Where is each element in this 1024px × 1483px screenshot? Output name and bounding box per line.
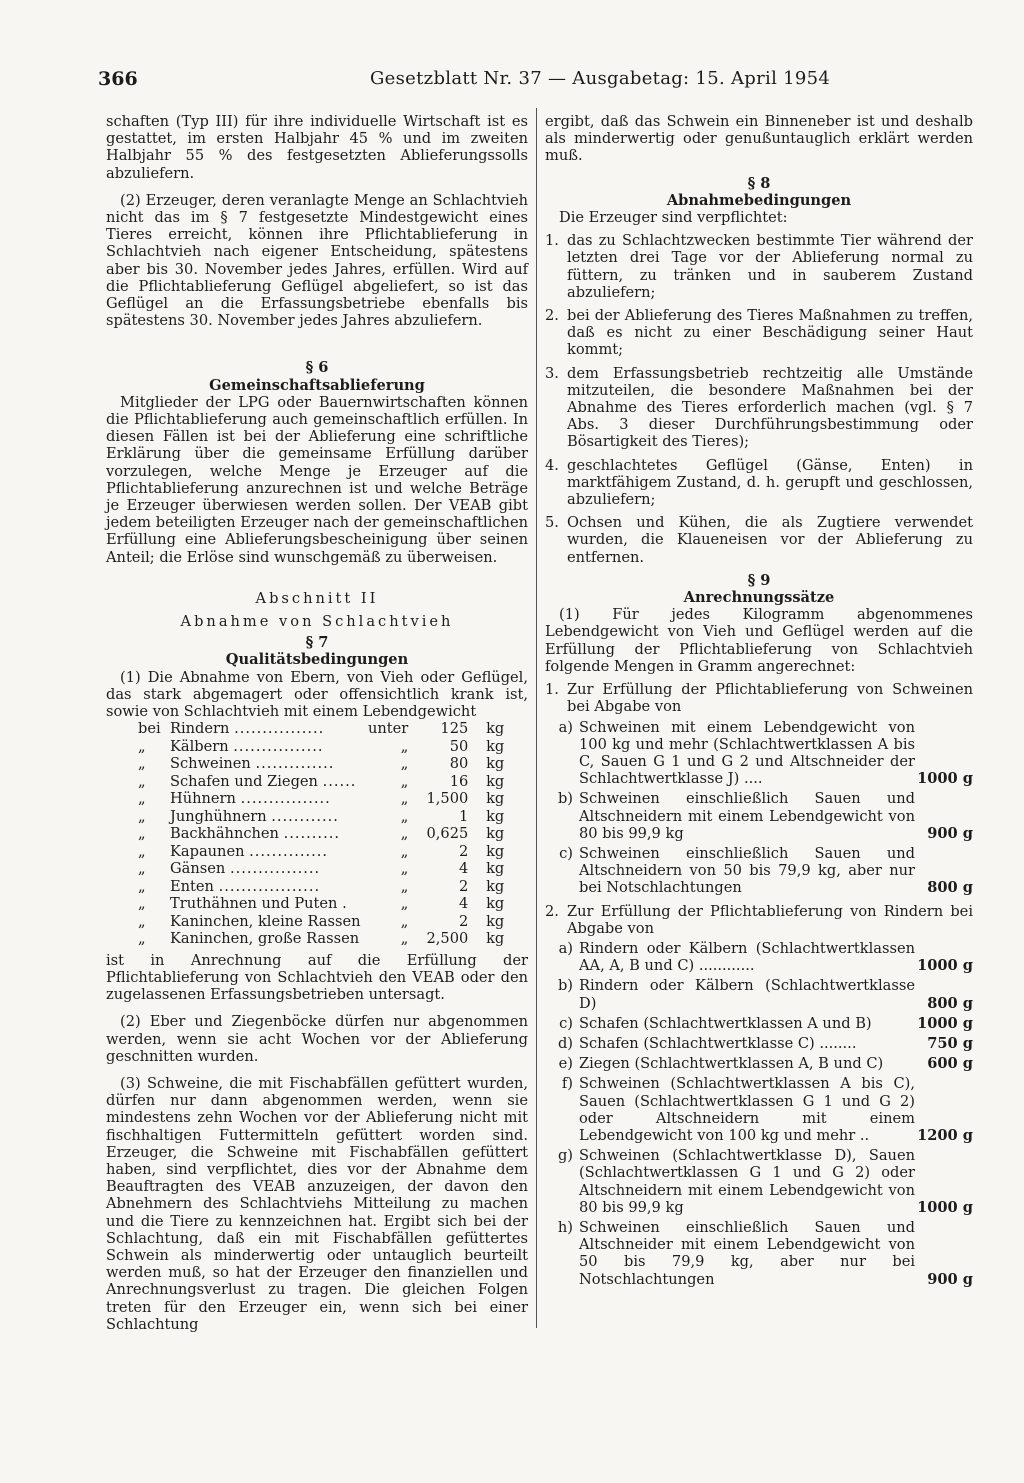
rate-row: [545, 977, 973, 1011]
rate-row: [545, 719, 973, 788]
rates-group-pigs: [545, 681, 973, 896]
table-row: [138, 930, 504, 948]
ditto-mark: bei: [138, 720, 161, 738]
rate-letter: f): [561, 1075, 573, 1093]
list-item: [545, 457, 973, 509]
table-row: [138, 825, 504, 843]
ditto-mark: „: [138, 877, 146, 895]
list-number: 5.: [545, 514, 559, 532]
paragraph: (1) Die Abnahme von Ebern, von Vieh oder Geflügel, das stark abgemagert oder offensichtlich krank ist, sowie von Schlachtvieh mit einem Lebendgewicht: [106, 668, 528, 721]
weight-unit: kg: [486, 860, 505, 878]
weight-unit: kg: [486, 877, 505, 895]
rate-text: Schweinen einschließlich Sauen und Altschneider mit einem Lebendgewicht von 50 bis 79,9 kg, aber nur bei Notschlachtungen: [579, 1218, 915, 1288]
list-item: [545, 307, 973, 359]
list-text: Ochsen und Kühen, die als Zugtiere verwendet wurden, die Klaueneisen vor der Ablieferung zu entfernen.: [567, 514, 973, 566]
qualifier: „: [400, 737, 409, 755]
rate-letter: b): [557, 790, 573, 808]
table-row: [138, 755, 504, 773]
ditto-mark: „: [138, 737, 146, 755]
qualifier: „: [400, 772, 409, 790]
list-number: 1.: [545, 681, 559, 699]
weight-unit: kg: [486, 825, 505, 843]
rate-text: Schweinen mit einem Lebendgewicht von 100 kg und mehr (Schlachtwertklassen A bis C, Sauen G 1 und G 2 und Altschneider der Schlachtwertklasse J) ....: [579, 718, 915, 788]
list-number: 1.: [545, 232, 559, 250]
qualifier: „: [400, 825, 409, 843]
gazette-title: Gesetzblatt Nr. 37 — Ausgabetag: 15. April 1954: [370, 68, 831, 89]
paragraph: ist in Anrechnung auf die Erfüllung der Pflichtablieferung von Schlachtvieh den VEAB oder den zugelassenen Erfassungsbetrieben untersagt.: [106, 951, 528, 1004]
ditto-mark: „: [138, 895, 146, 913]
paragraph: (2) Eber und Ziegenböcke dürfen nur abgenommen werden, wenn sie acht Wochen vor der Ablieferung geschnitten wurden.: [106, 1013, 528, 1065]
list-number: 4.: [545, 456, 559, 474]
leader-dots: ..............: [255, 755, 335, 773]
animal-name: [170, 895, 368, 913]
list-item: [545, 514, 973, 566]
obligations-list: [545, 232, 973, 566]
list-number: 3.: [545, 364, 559, 382]
table-row: [138, 720, 504, 738]
ditto-mark: „: [138, 772, 146, 790]
rate-amount: 1000 g: [917, 1198, 973, 1216]
animal-name: [170, 773, 368, 791]
qualifier: „: [400, 860, 409, 878]
weight-value: 2: [458, 912, 469, 930]
chapter-heading: Abschnitt II: [255, 589, 379, 607]
section-title: Abnahmebedingungen: [666, 191, 852, 209]
weight-unit: kg: [486, 755, 505, 773]
weight-value: 2: [458, 877, 469, 895]
leader-dots: ............: [271, 807, 339, 825]
rate-row: [545, 1219, 973, 1288]
paragraph: schaften (Typ III) für ihre individuelle Wirtschaft ist es gestattet, im ersten Halbjahr 45 % und im zweiten Halbjahr 55 % des festgesetzten Ablieferungssolls abzuliefern.: [106, 113, 528, 182]
weight-value: 4: [458, 860, 469, 878]
ditto-mark: „: [138, 930, 146, 948]
weight-unit: kg: [486, 912, 505, 930]
table-row: [138, 895, 504, 913]
animal-name: [170, 720, 368, 738]
animal-name: [170, 913, 368, 931]
leader-dots: ................: [229, 860, 321, 878]
qualifier: „: [400, 842, 409, 860]
rate-text: Rindern oder Kälbern (Schlachtwertklassen AA, A, B und C) ............: [579, 939, 915, 975]
rate-row: [545, 845, 973, 897]
qualifier: „: [400, 930, 409, 948]
animal-name: [170, 738, 368, 756]
rate-amount: 1000 g: [917, 1014, 973, 1032]
ditto-mark: „: [138, 807, 146, 825]
section-number: § 8: [747, 174, 771, 192]
weight-value: 2,500: [426, 930, 469, 948]
section-number: § 7: [305, 634, 329, 652]
leader-dots: ................: [233, 737, 324, 755]
weight-unit: kg: [486, 895, 505, 913]
leader-dots: ................: [240, 790, 331, 808]
rate-amount: 900 g: [927, 824, 973, 842]
weight-value: 16: [449, 772, 469, 790]
rate-amount: 600 g: [927, 1055, 973, 1073]
animal-name: [170, 930, 368, 948]
weight-unit: kg: [486, 737, 505, 755]
leader-dots: ......: [322, 772, 357, 790]
list-text: das zu Schlachtzwecken bestimmte Tier während der letzten drei Tage vor der Ablieferung normal zu füttern, zu tränken und in sauberem Zustand abzuliefern;: [567, 232, 973, 301]
ditto-mark: „: [138, 825, 146, 843]
page-header: [98, 68, 978, 98]
table-row: [138, 878, 504, 896]
list-item: [545, 365, 973, 451]
animal-name: [170, 878, 368, 896]
animal-label: Rindern: [170, 720, 230, 738]
rate-letter: b): [557, 977, 573, 995]
rate-amount: 800 g: [927, 879, 973, 897]
rate-row: [545, 1015, 973, 1032]
rate-letter: g): [557, 1147, 573, 1165]
qualifier: „: [400, 877, 409, 895]
section-title: Qualitätsbedingungen: [225, 651, 409, 669]
ditto-mark: „: [138, 842, 146, 860]
animal-label: Truthähnen und Puten: [170, 895, 338, 913]
rate-amount: 1000 g: [917, 770, 973, 788]
leader-dots: ..........: [283, 825, 340, 843]
animal-label: Enten: [170, 877, 214, 895]
weight-value: 1,500: [426, 790, 469, 808]
rate-text: Ziegen (Schlachtwertklassen A, B und C): [579, 1055, 884, 1073]
section-title: Anrechnungssätze: [683, 589, 835, 607]
table-row: [138, 860, 504, 878]
rate-letter: e): [558, 1055, 573, 1073]
rate-row: [545, 1147, 973, 1216]
rate-amount: 1000 g: [917, 957, 973, 975]
table-row: [138, 738, 504, 756]
rate-letter: c): [559, 1014, 573, 1032]
table-row: [138, 773, 504, 791]
animal-label: Schweinen: [170, 755, 251, 773]
leader-dots: .: [342, 895, 348, 913]
animal-name: [170, 808, 368, 826]
animal-label: Backhähnchen: [170, 825, 279, 843]
rate-letter: a): [558, 718, 573, 736]
animal-label: Schafen und Ziegen: [170, 772, 318, 790]
table-row: [138, 843, 504, 861]
weight-value: 1: [458, 807, 469, 825]
rate-letter: h): [557, 1218, 573, 1236]
qualifier: unter: [368, 720, 409, 738]
weight-value: 0,625: [426, 825, 469, 843]
animal-label: Junghühnern: [170, 807, 267, 825]
weight-unit: kg: [486, 772, 505, 790]
animal-label: Kaninchen, kleine Rassen: [170, 912, 361, 930]
list-item: [545, 232, 973, 301]
qualifier: „: [400, 807, 409, 825]
weight-value: 50: [449, 737, 469, 755]
page-number: 366: [98, 68, 138, 90]
rate-letter: a): [558, 939, 573, 957]
paragraph: (1) Für jedes Kilogramm abgenommenes Lebendgewicht von Vieh und Geflügel werden auf die Erfüllung der Pflichtablieferung von Schlachtvieh folgende Mengen in Gramm angerechnet:: [545, 606, 973, 675]
paragraph: ergibt, daß das Schwein ein Binneneber ist und deshalb als minderwertig oder genußuntauglich erklärt werden muß.: [545, 113, 973, 165]
qualifier: „: [400, 895, 409, 913]
list-number: 2.: [545, 902, 559, 920]
table-row: [138, 790, 504, 808]
rate-row: [545, 940, 973, 974]
rate-row: [545, 1035, 973, 1052]
weight-value: 125: [440, 720, 469, 738]
animal-label: Kaninchen, große Rassen: [170, 930, 360, 948]
animal-label: Kapaunen: [170, 842, 245, 860]
column-divider: [536, 108, 537, 1328]
weight-unit: kg: [486, 720, 505, 738]
table-row: [138, 808, 504, 826]
paragraph: Die Erzeuger sind verpflichtet:: [559, 209, 788, 227]
section-number: § 9: [747, 571, 771, 589]
animal-name: [170, 825, 368, 843]
rate-row: [545, 1075, 973, 1144]
qualifier: „: [400, 912, 409, 930]
list-text: geschlachtetes Geflügel (Gänse, Enten) in marktfähigem Zustand, d. h. gerupft und geschlossen, abzuliefern;: [567, 456, 973, 509]
rate-amount: 900 g: [927, 1270, 973, 1288]
ditto-mark: „: [138, 912, 146, 930]
section-title: Gemeinschaftsablieferung: [209, 376, 425, 394]
weight-value: 80: [449, 755, 469, 773]
chapter-title: Abnahme von Schlachtvieh: [180, 613, 454, 631]
ditto-mark: „: [138, 860, 146, 878]
rate-amount: 1200 g: [917, 1126, 973, 1144]
rate-text: Schafen (Schlachtwertklasse C) ........: [579, 1034, 857, 1052]
rate-letter: c): [559, 844, 573, 862]
list-text: bei der Ablieferung des Tieres Maßnahmen zu treffen, daß es nicht zu einer Beschädigung seiner Haut kommt;: [567, 307, 973, 359]
section-number: § 6: [305, 359, 329, 377]
qualifier: „: [400, 755, 409, 773]
rate-row: [545, 790, 973, 842]
list-text: dem Erfassungsbetrieb rechtzeitig alle Umstände mitzuteilen, die besondere Maßnahmen bei der Abnahme des Tieres erforderlich machen (vgl. § 7 Abs. 3 dieser Durchführungsbestimmung oder Bösartigkeit des Tieres);: [567, 364, 973, 451]
rate-text: Schweinen (Schlachtwertklasse D), Sauen (Schlachtwertklassen G 1 und G 2) oder Altschneidern mit einem Lebendgewicht von 80 bis 99,9 kg: [579, 1147, 915, 1216]
list-text: Zur Erfüllung der Pflichtablieferung von Schweinen bei Abgabe von: [567, 681, 973, 716]
rate-text: Rindern oder Kälbern (Schlachtwertklasse D): [579, 977, 915, 1012]
animal-label: Kälbern: [170, 737, 229, 755]
right-column: [545, 113, 973, 1288]
weight-value: 4: [458, 895, 469, 913]
paragraph: Mitglieder der LPG oder Bauernwirtschaften können die Pflichtablieferung auch gemeinschaftlich erfüllen. In diesen Fällen ist bei der Ablieferung eine schriftliche Erklärung über die gemeinsame Erfüllung darüber vorzulegen, welche Menge je Erzeuger auf die Pflichtablieferung anzurechnen ist und welche Beträge je Erzeuger überwiesen werden sollen. Der VEAB gibt jedem beteiligten Erzeuger nach der gemeinschaftlichen Erfüllung eine Ablieferungsbescheinigung über seinen Anteil; die Erlöse sind wunschgemäß zu überweisen.: [106, 393, 528, 566]
ditto-mark: „: [138, 790, 146, 808]
rate-text: Schweinen einschließlich Sauen und Altschneidern mit einem Lebendgewicht von 80 bis 99,9 kg: [579, 790, 915, 842]
paragraph: (2) Erzeuger, deren veranlagte Menge an Schlachtvieh nicht das im § 7 festgesetzte Mindestgewicht eines Tieres erreicht, können ihre Pflichtablieferung in Schlachtvieh nach eigener Entscheidung, spätestens aber bis 30. November jedes Jahres, erfüllen. Wird auf die Pflichtablieferung Geflügel abgeliefert, so ist das Geflügel an die Erfassungsbetriebe ebenfalls bis spätestens 30. November jedes Jahres abzuliefern.: [106, 191, 528, 330]
animal-label: Hühnern: [170, 790, 236, 808]
rate-row: [545, 1055, 973, 1072]
leader-dots: ..................: [218, 877, 321, 895]
rate-letter: d): [557, 1034, 573, 1052]
list-text: Zur Erfüllung der Pflichtablieferung von Rindern bei Abgabe von: [567, 902, 973, 937]
table-row: [138, 913, 504, 931]
list-number: 2.: [545, 307, 559, 325]
animal-label: Gänsen: [170, 860, 226, 878]
weight-unit: kg: [486, 842, 505, 860]
paragraph: (3) Schweine, die mit Fischabfällen gefüttert wurden, dürfen nur dann abgenommen werden, wenn sie mindestens zehn Wochen vor der Ablieferung nicht mit fischhaltigen Futtermitteln gefüttert worden sind. Erzeuger, die Schweine mit Fischabfällen gefüttert haben, sind verpflichtet, dies vor der Abnahme dem Beauftragten des VEAB anzuzeigen, der davon den Abnehmern des Schlachtviehs Mitteilung zu machen und die Tiere zu kennzeichnen hat. Ergibt sich bei der Schlachtung, daß ein mit Fischabfällen gefüttertes Schwein als minderwertig oder untauglich beurteilt werden muß, so hat der Erzeuger den finanziellen und Anrechnungsverlust zu tragen. Die gleichen Folgen treten für den Erzeuger ein, wenn sich bei einer Schlachtung: [106, 1075, 528, 1333]
rate-amount: 800 g: [927, 994, 973, 1012]
qualifier: „: [400, 790, 409, 808]
leader-dots: ..............: [249, 842, 329, 860]
ditto-mark: „: [138, 755, 146, 773]
weight-table: [138, 720, 504, 948]
animal-name: [170, 755, 368, 773]
weight-unit: kg: [486, 930, 505, 948]
rate-text: Schafen (Schlachtwertklassen A und B): [579, 1014, 872, 1032]
animal-name: [170, 790, 368, 808]
weight-unit: kg: [486, 790, 505, 808]
weight-value: 2: [458, 842, 469, 860]
rate-text: Schweinen (Schlachtwertklassen A bis C), Sauen (Schlachtwertklassen G 1 und G 2) oder Altschneidern mit einem Lebendgewicht von 100 kg und mehr ..: [579, 1075, 915, 1144]
rate-text: Schweinen einschließlich Sauen und Altschneidern von 50 bis 79,9 kg, aber nur bei Notschlachtungen: [579, 844, 915, 897]
left-column: [106, 113, 528, 1333]
weight-unit: kg: [486, 807, 505, 825]
animal-name: [170, 860, 368, 878]
rates-group-cattle: [545, 903, 973, 1288]
rate-amount: 750 g: [927, 1034, 973, 1052]
leader-dots: ................: [234, 720, 325, 738]
animal-name: [170, 843, 368, 861]
